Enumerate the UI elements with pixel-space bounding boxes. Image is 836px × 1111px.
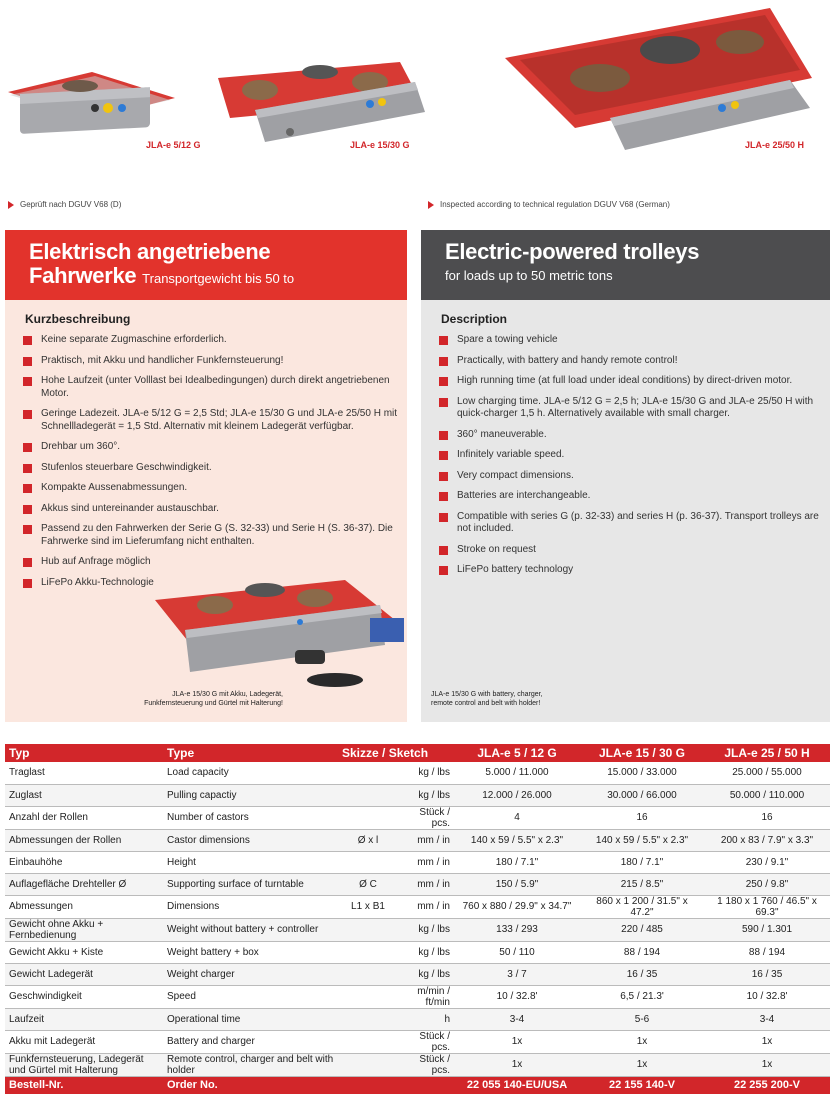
cell-sketch — [338, 806, 398, 829]
table-row — [5, 1030, 830, 1053]
cell-typ: Zuglast — [9, 789, 42, 801]
bullet-icon — [23, 336, 32, 345]
list-item — [439, 564, 822, 577]
bullet-icon — [23, 464, 32, 473]
cell-type: Castor dimensions — [167, 834, 250, 846]
bullet-icon — [439, 451, 448, 460]
table-header-row — [5, 744, 830, 762]
cell-model-2: 88 / 194 — [623, 946, 661, 958]
list-item — [439, 429, 822, 442]
english-description — [421, 300, 830, 577]
cell-model-1: 760 x 880 / 29.9" x 34.7" — [462, 901, 572, 912]
german-title-line1: Elektrisch angetriebene — [29, 239, 271, 264]
cell-model-3: 25.000 / 55.000 — [732, 767, 802, 779]
table-row — [5, 873, 830, 895]
list-item — [439, 449, 822, 462]
cell-model-1: 3-4 — [509, 1013, 525, 1025]
table-row — [5, 985, 830, 1008]
cell-sketch — [338, 941, 398, 963]
cell-sketch — [338, 784, 398, 806]
cell-model-2: 6,5 / 21.3' — [620, 991, 664, 1002]
german-image-caption — [133, 690, 283, 708]
order-number-1: 22 055 140-EU/USA — [466, 1079, 568, 1092]
cell-model-2: 1x — [636, 1059, 648, 1070]
bullet-icon — [439, 431, 448, 440]
english-panel — [421, 230, 830, 722]
table-row — [5, 918, 830, 941]
list-item — [23, 375, 399, 400]
bullet-icon — [23, 377, 32, 386]
bullet-icon — [439, 377, 448, 386]
cell-unit: m/min / ft/min — [417, 985, 450, 1008]
cell-model-2: 220 / 485 — [621, 924, 663, 935]
list-item-text: Compatible with series G (p. 32-33) and series H (p. 36-37). Transport trolleys are not included. — [457, 510, 819, 534]
cell-model-2: 16 / 35 — [626, 968, 658, 980]
bullet-icon — [23, 505, 32, 514]
order-number-3: 22 255 200-V — [733, 1079, 801, 1092]
bullet-icon — [439, 357, 448, 366]
cell-model-1: 1x — [511, 1036, 523, 1047]
cell-typ: Gewicht Ladegerät — [9, 968, 93, 980]
header-sketch: Skizze / Sketch — [342, 746, 429, 760]
cell-model-3: 1x — [761, 1036, 773, 1047]
table-row — [5, 941, 830, 963]
list-item-text: Spare a towing vehicle — [457, 334, 558, 345]
list-item-text: Batteries are interchangeable. — [457, 490, 591, 501]
cell-model-3: 88 / 194 — [748, 946, 786, 958]
english-subtitle: for loads up to 50 metric tons — [445, 268, 613, 283]
cell-model-2: 15.000 / 33.000 — [607, 767, 677, 779]
header-model-1: JLA-e 5 / 12 G — [477, 746, 557, 760]
cell-model-3: 10 / 32.8' — [746, 991, 788, 1002]
cell-unit: Stück / pcs. — [419, 1053, 450, 1076]
spec-table — [5, 744, 830, 1094]
inspection-note-de-text: Geprüft nach DGUV V68 (D) — [20, 200, 122, 209]
trolley-image-5-12 — [8, 72, 175, 134]
cell-model-2: 140 x 59 / 5.5" x 2.3" — [595, 834, 689, 846]
cell-typ: Abmessungen — [9, 901, 73, 912]
product-photo-strip — [0, 0, 836, 160]
list-item — [23, 408, 399, 433]
order-number-2: 22 155 140-V — [608, 1079, 676, 1092]
order-empty-1 — [338, 1076, 398, 1094]
list-item-text: High running time (at full load under ideal conditions) by direct-driven motor. — [457, 375, 793, 386]
list-item-text: Praktisch, mit Akku und handlicher Funkfernsteuerung! — [41, 354, 284, 366]
bullet-icon — [23, 525, 32, 534]
german-panel — [5, 230, 407, 722]
cell-typ: Funkfernsteuerung, Ladegerät und Gürtel mit Halterung — [9, 1053, 144, 1076]
cell-model-1: 5.000 / 11.000 — [485, 767, 549, 779]
list-item — [439, 355, 822, 368]
cell-sketch — [338, 1008, 398, 1030]
cell-unit: mm / in — [417, 901, 450, 912]
cell-model-1: 140 x 59 / 5.5" x 2.3" — [470, 834, 564, 846]
table-row — [5, 784, 830, 806]
list-item-text: Low charging time. JLA-e 5/12 G = 2,5 h; JLA-e 15/30 G and JLA-e 25/50 H with quick-charger 1,5 h. Alternatively available with small charger. — [457, 395, 814, 419]
bullet-icon — [23, 443, 32, 452]
cell-model-1: 10 / 32.8' — [496, 991, 538, 1002]
cell-type: Weight battery + box — [167, 946, 259, 958]
cell-model-3: 1 180 x 1 760 / 46.5" x 69.3" — [717, 895, 817, 918]
table-row — [5, 963, 830, 985]
german-image-caption-line1: JLA-e 15/30 G mit Akku, Ladegerät, — [172, 691, 283, 698]
list-item-text: Keine separate Zugmaschine erforderlich. — [41, 334, 227, 345]
german-description — [5, 300, 407, 589]
list-item-text: Very compact dimensions. — [457, 469, 574, 481]
inspection-note-en — [428, 200, 670, 209]
inspection-note-en-text: Inspected according to technical regulation DGUV V68 (German) — [440, 200, 670, 209]
cell-model-1: 4 — [514, 812, 520, 823]
bullet-icon — [439, 472, 448, 481]
bullet-icon — [23, 410, 32, 419]
trolley-image-25-50 — [505, 8, 812, 150]
cell-model-3: 16 — [761, 812, 773, 823]
cell-sketch — [338, 985, 398, 1008]
list-item — [439, 375, 822, 388]
cell-model-3: 16 / 35 — [751, 968, 783, 980]
german-header — [5, 230, 407, 300]
cell-typ: Einbauhöhe — [9, 856, 63, 868]
cell-model-1: 12.000 / 26.000 — [482, 789, 552, 801]
cell-typ: Auflagefläche Drehteller Ø — [9, 878, 127, 890]
cell-typ: Gewicht Akku + Kiste — [9, 946, 104, 958]
cell-model-1: 133 / 293 — [496, 924, 538, 935]
list-item-text: Infinitely variable speed. — [457, 449, 565, 460]
cell-model-2: 30.000 / 66.000 — [607, 789, 677, 801]
cell-sketch — [338, 918, 398, 941]
cell-model-3: 200 x 83 / 7.9" x 3.3" — [720, 834, 814, 846]
cell-typ: Anzahl der Rollen — [9, 812, 88, 823]
english-desc-heading: Description — [441, 312, 508, 326]
cell-model-2: 180 / 7.1" — [620, 856, 664, 868]
cell-type: Supporting surface of turntable — [167, 878, 304, 890]
cell-model-1: 50 / 110 — [499, 946, 535, 958]
list-item-text: Passend zu den Fahrwerken der Serie G (S. 32-33) und Serie H (S. 36-37). Die Fahrwerke sind im Lieferumfang nicht enthalten. — [41, 523, 393, 547]
cell-type: Remote control, charger and belt with holder — [167, 1053, 334, 1076]
cell-model-2: 215 / 8.5" — [620, 878, 664, 890]
order-empty-2 — [398, 1076, 454, 1094]
list-item-text: Akkus sind untereinander austauschbar. — [41, 502, 219, 514]
list-item-text: Stroke on request — [457, 543, 536, 555]
bullet-icon — [439, 492, 448, 501]
list-item-text: 360° maneuverable. — [457, 428, 547, 440]
arrow-right-icon — [8, 201, 14, 209]
trolley-image-15-30 — [218, 62, 425, 142]
cell-sketch — [338, 1030, 398, 1053]
cell-typ: Abmessungen der Rollen — [9, 834, 122, 846]
cell-typ: Geschwindigkeit — [9, 991, 82, 1002]
list-item — [23, 462, 399, 475]
cell-type: Speed — [167, 991, 196, 1002]
cell-unit: Stück / pcs. — [419, 806, 450, 829]
cell-model-3: 3-4 — [759, 1013, 775, 1025]
cell-model-2: 1x — [636, 1036, 648, 1047]
table-row — [5, 762, 830, 784]
cell-type: Pulling capactiy — [167, 789, 237, 801]
photo-caption-1: JLA-e 5/12 G — [146, 140, 201, 150]
trolley-with-battery-image — [145, 560, 407, 695]
list-item-text: Hohe Laufzeit (unter Volllast bei Idealbedingungen) durch direkt angetriebenen Motor. — [41, 375, 390, 399]
list-item — [439, 490, 822, 503]
bullet-icon — [439, 336, 448, 345]
table-row — [5, 829, 830, 851]
list-item — [23, 334, 399, 347]
list-item-text: LiFePo battery technology — [457, 564, 574, 575]
cell-typ: Laufzeit — [9, 1013, 45, 1025]
cell-unit: kg / lbs — [418, 767, 450, 779]
list-item-text: Stufenlos steuerbare Geschwindigkeit. — [41, 461, 212, 473]
list-item — [439, 470, 822, 483]
list-item — [23, 355, 399, 368]
photo-caption-2: JLA-e 15/30 G — [350, 140, 410, 150]
table-row — [5, 1053, 830, 1076]
header-type: Type — [167, 746, 195, 760]
order-label-en: Order No. — [167, 1079, 218, 1092]
list-item — [439, 544, 822, 557]
cell-model-3: 230 / 9.1" — [745, 856, 789, 868]
header-model-3: JLA-e 25 / 50 H — [724, 746, 810, 760]
list-item-text: Drehbar um 360°. — [41, 441, 121, 452]
header-model-2: JLA-e 15 / 30 G — [598, 746, 686, 760]
cell-unit: h — [444, 1013, 450, 1025]
cell-type: Weight without battery + controller — [167, 924, 319, 935]
cell-model-3: 50.000 / 110.000 — [729, 789, 805, 801]
cell-unit: mm / in — [417, 878, 450, 890]
order-label-de: Bestell-Nr. — [9, 1079, 64, 1092]
product-photos — [0, 0, 836, 160]
bullet-icon — [23, 558, 32, 567]
inspection-note-de — [8, 200, 121, 209]
english-feature-list — [439, 334, 822, 577]
bullet-icon — [439, 566, 448, 575]
cell-model-3: 250 / 9.8" — [745, 878, 789, 890]
cell-unit: mm / in — [417, 834, 450, 846]
bullet-icon — [439, 546, 448, 555]
german-feature-list — [23, 334, 399, 589]
cell-unit: Stück / pcs. — [419, 1030, 450, 1053]
list-item-text: Practically, with battery and handy remote control! — [457, 354, 678, 366]
bullet-icon — [23, 357, 32, 366]
cell-sketch — [338, 963, 398, 985]
cell-sketch: Ø x l — [357, 834, 379, 846]
list-item — [439, 396, 822, 421]
table-row — [5, 895, 830, 918]
list-item-text: Hub auf Anfrage möglich — [41, 556, 151, 567]
cell-unit: kg / lbs — [418, 946, 450, 958]
cell-type: Weight charger — [167, 968, 235, 980]
cell-typ: Gewicht ohne Akku + Fernbedienung — [9, 918, 104, 941]
order-number-row — [5, 1076, 830, 1094]
header-typ: Typ — [9, 746, 30, 760]
english-image-caption-line1: JLA-e 15/30 G with battery, charger, — [431, 691, 543, 698]
english-image-caption-line2: remote control and belt with holder! — [431, 700, 541, 707]
cell-model-1: 150 / 5.9" — [495, 878, 539, 890]
list-item — [439, 511, 822, 536]
cell-sketch — [338, 851, 398, 873]
cell-model-2: 860 x 1 200 / 31.5" x 47.2" — [596, 895, 688, 918]
list-item — [23, 503, 399, 516]
list-item — [439, 334, 822, 347]
cell-unit: kg / lbs — [418, 968, 450, 980]
list-item — [23, 441, 399, 454]
english-header — [421, 230, 830, 300]
cell-sketch — [338, 762, 398, 784]
bullet-icon — [439, 398, 448, 407]
list-item-text: Geringe Ladezeit. JLA-e 5/12 G = 2,5 Std; JLA-e 15/30 G und JLA-e 25/50 H mit Schnellladegerät = 1,5 Std. Alternativ mit kleinem Ladegerät verfügbar. — [41, 408, 398, 432]
english-image-caption — [431, 690, 591, 708]
english-title: Electric-powered trolleys — [445, 239, 700, 264]
cell-unit: kg / lbs — [418, 924, 450, 935]
german-title-line2 — [29, 264, 407, 291]
list-item — [23, 482, 399, 495]
cell-sketch: L1 x B1 — [351, 901, 385, 912]
cell-model-1: 3 / 7 — [507, 968, 527, 980]
cell-model-2: 16 — [636, 812, 648, 823]
list-item-text: Kompakte Aussenabmessungen. — [41, 482, 188, 493]
table-row — [5, 806, 830, 829]
cell-sketch — [338, 1053, 398, 1076]
german-image-caption-line2: Funkfernsteuerung und Gürtel mit Halterung! — [144, 700, 283, 707]
bullet-icon — [23, 579, 32, 588]
cell-model-3: 590 / 1.301 — [741, 924, 793, 935]
photo-caption-3: JLA-e 25/50 H — [745, 140, 805, 150]
list-item-text: LiFePo Akku-Technologie — [41, 576, 154, 588]
cell-model-2: 5-6 — [634, 1013, 650, 1025]
spec-table-body — [5, 762, 830, 1076]
german-title-fahrwerke: Fahrwerke — [29, 263, 137, 288]
cell-sketch: Ø C — [359, 878, 377, 890]
cell-model-3: 1x — [761, 1059, 773, 1070]
cell-typ: Akku mit Ladegerät — [9, 1036, 96, 1047]
cell-model-1: 180 / 7.1" — [495, 856, 539, 868]
cell-type: Load capacity — [167, 767, 229, 779]
table-row — [5, 851, 830, 873]
cell-type: Operational time — [167, 1013, 241, 1025]
cell-type: Number of castors — [167, 812, 249, 823]
cell-unit: mm / in — [417, 856, 450, 868]
table-row — [5, 1008, 830, 1030]
cell-type: Dimensions — [167, 901, 220, 912]
cell-type: Battery and charger — [167, 1036, 255, 1047]
list-item — [23, 523, 399, 548]
cell-model-1: 1x — [511, 1059, 523, 1070]
german-title-small: Transportgewicht bis 50 to — [142, 271, 295, 286]
bullet-icon — [23, 484, 32, 493]
cell-type: Height — [167, 856, 196, 868]
arrow-right-icon — [428, 201, 434, 209]
cell-unit: kg / lbs — [418, 789, 450, 801]
german-desc-heading: Kurzbeschreibung — [25, 312, 131, 326]
cell-typ: Traglast — [9, 767, 45, 779]
bullet-icon — [439, 513, 448, 522]
